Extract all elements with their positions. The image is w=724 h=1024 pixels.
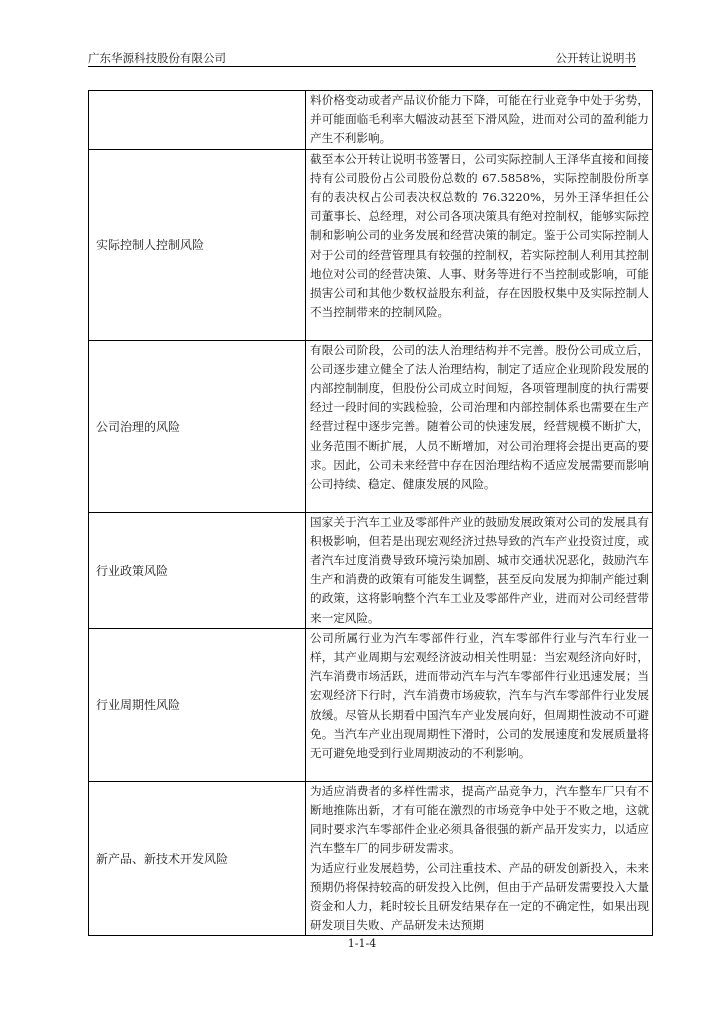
table-row [89,149,653,340]
risk-paragraph: 截至本公开转让说明书签署日，公司实际控制人王泽华直接和间接持有公司股份占公司股份总数的 67.5858%，实际控制股份所享有的表决权占公司表决权总数的 76.3220%，另外王泽华担任公司董事长、总经理，对公司各项决策具有绝对控制权，能够实际控制和影响公司的业务发展和经营决策的制定。鉴于公司实际控制人对于公司的经营管理具有较强的控制权，若实际控制人利用其控制地位对公司的经营决策、人事、财务等进行不当控制或影响，可能损害公司和其他少数权益股东利益，存在因股权集中及实际控制人不当控制带来的控制风险。 [310,151,649,320]
risk-description [306,628,653,781]
risk-description [306,340,653,512]
table-row [89,781,653,936]
risk-name [89,91,306,150]
risk-paragraph: 国家关于汽车工业及零部件产业的鼓励发展政策对公司的发展具有积极影响，但若是出现宏观经济过热导致的汽车产业投资过度，或者汽车过度消费导致环境污染加剧、城市交通状况恶化，鼓励汽车生产和消费的政策有可能发生调整，甚至反向发展为抑制产能过剩的政策，这将影响整个汽车工业及零部件产业，进而对公司经营带来一定风险。 [310,514,649,625]
risk-paragraph: 有限公司阶段，公司的法人治理结构并不完善。股份公司成立后，公司逐步建立健全了法人治理结构，制定了适应企业现阶段发展的内部控制制度，但股份公司成立时间短，各项管理制度的执行需要经过一段时间的实践检验，公司治理和内部控制体系也需要在生产经营过程中逐步完善。随着公司的快速发展，经营规模不断扩大，业务范围不断扩展，人员不断增加，对公司治理将会提出更高的要求。因此，公司未来经营中存在因治理结构不适应发展需要而影响公司持续、稳定、健康发展的风险。 [310,342,649,492]
risk-description [306,512,653,628]
table-row [89,91,653,150]
risk-name: 新产品、新技术开发风险 [89,781,306,936]
table-row [89,628,653,781]
risk-description [306,781,653,936]
risk-name: 公司治理的风险 [89,340,306,512]
company-name: 广东华源科技股份有限公司 [88,51,226,65]
page-header [88,46,636,67]
risk-table [88,90,653,936]
risk-description [306,149,653,340]
risk-paragraph: 料价格变动或者产品议价能力下降，可能在行业竞争中处于劣势，并可能面临毛利率大幅波动甚至下滑风险，进而对公司的盈利能力产生不利影响。 [310,93,649,146]
risk-name: 实际控制人控制风险 [89,149,306,340]
risk-name: 行业周期性风险 [89,628,306,781]
table-row [89,512,653,628]
risk-description [306,91,653,150]
risk-paragraph: 公司所属行业为汽车零部件行业，汽车零部件行业与汽车行业一样，其产业周期与宏观经济波动相关性明显：当宏观经济向好时，汽车消费市场活跃，进而带动汽车与汽车零部件行业迅速发展；当宏观经济下行时，汽车消费市场疲软，汽车与汽车零部件行业发展放缓。尽管从长期看中国汽车产业发展向好，但周期性波动不可避免。当汽车产业出现周期性下滑时，公司的发展速度和发展质量将无可避免地受到行业周期波动的不利影响。 [310,630,649,761]
table-row [89,340,653,512]
risk-name: 行业政策风险 [89,512,306,628]
risk-paragraph: 为适应消费者的多样性需求，提高产品竞争力，汽车整车厂只有不断地推陈出新，才有可能在激烈的市场竞争中处于不败之地，这就同时要求汽车零部件企业必须具备很强的新产品开发实力，以适应汽车整车厂的同步研发需求。 [310,783,649,856]
page-number: 1-1-4 [347,937,377,950]
document-title: 公开转让说明书 [555,51,636,65]
risk-paragraph: 为适应行业发展趋势，公司注重技术、产品的研发创新投入，未来预期仍将保持较高的研发投入比例，但由于产品研发需要投入大量资金和人力，耗时较长且研发结果存在一定的不确定性，如果出现研发项目失败、产品研发未达预期 [310,860,649,933]
